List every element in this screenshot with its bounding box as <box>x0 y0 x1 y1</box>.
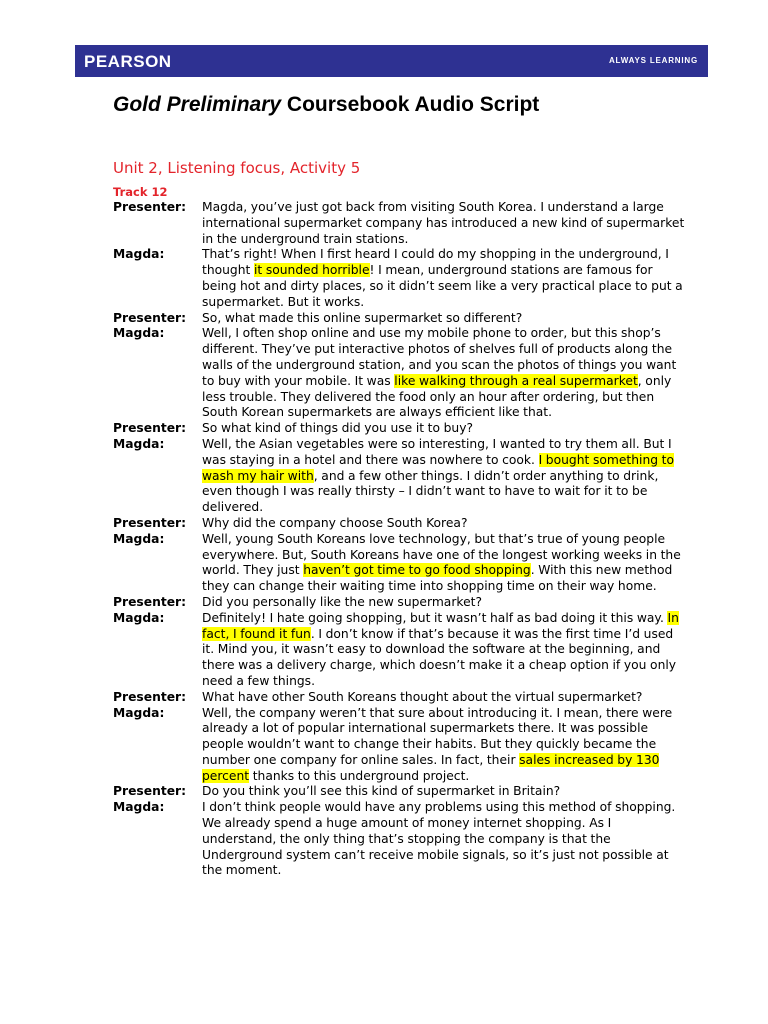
speaker-label: Presenter: <box>113 200 187 214</box>
speaker-label: Magda: <box>113 247 165 262</box>
text-line <box>202 784 707 800</box>
transcript-turn <box>113 421 713 437</box>
transcript-turn <box>113 311 713 327</box>
text-segment: Well, young South Koreans love technology, but that’s true of young people <box>202 531 666 546</box>
text-line <box>202 800 707 816</box>
text-segment: Did you personally like the new supermarket? <box>202 594 482 609</box>
highlighted-answer: it sounded horrible <box>253 263 370 278</box>
text-segment: So what kind of things did you use it to buy? <box>202 421 474 436</box>
text-segment: the moment. <box>202 863 282 878</box>
transcript <box>113 200 713 879</box>
text-line <box>202 453 707 469</box>
transcript-turn <box>113 784 713 800</box>
text-line <box>202 642 707 658</box>
text-line <box>202 563 707 579</box>
highlighted-answer: In <box>667 610 679 625</box>
text-segment: . I don’t know if that’s because it was the first time I’d used <box>310 626 674 641</box>
text-segment: in the underground train stations. <box>202 231 409 246</box>
track-label: Track 12 <box>113 185 168 199</box>
text-line <box>202 295 707 311</box>
document-title <box>113 93 539 117</box>
transcript-turn <box>113 200 713 247</box>
speaker-label: Presenter: <box>113 515 187 530</box>
spoken-text <box>202 595 707 611</box>
spoken-text <box>202 516 707 532</box>
speaker-label: Presenter: <box>113 689 187 704</box>
text-line <box>202 753 707 769</box>
text-segment: it. Mind you, it wasn’t easy to download the software at the beginning, and <box>202 642 661 657</box>
text-line <box>202 484 707 500</box>
spoken-text <box>202 611 707 690</box>
text-line <box>202 532 707 548</box>
text-segment: world. They just <box>202 563 304 578</box>
speaker-label: Magda: <box>113 531 165 546</box>
highlighted-answer: wash my hair with <box>202 468 314 483</box>
text-line <box>202 500 707 516</box>
text-segment: Magda, you’ve just got back from visiting South Korea. I understand a large <box>202 200 664 214</box>
text-segment: , only <box>637 373 672 388</box>
text-segment: people wouldn’t want to change their habits. But they quickly became the <box>202 737 657 752</box>
publisher-tagline: ALWAYS LEARNING <box>608 56 698 65</box>
transcript-turn <box>113 706 713 785</box>
spoken-text <box>202 326 707 421</box>
text-segment: ! I mean, underground stations are famous for <box>369 263 653 278</box>
text-segment: understand, the only thing that’s stopping the company is that the <box>202 831 611 846</box>
transcript-turn <box>113 800 713 879</box>
text-line <box>202 848 707 864</box>
document-title-italic: Gold Preliminary <box>113 93 282 116</box>
transcript-turn <box>113 595 713 611</box>
text-line <box>202 326 707 342</box>
text-segment: even though I was really thirsty – I didn’t want to have to wait for it to be <box>202 484 648 499</box>
speaker-label: Magda: <box>113 610 165 625</box>
text-segment: Do you think you’ll see this kind of supermarket in Britain? <box>202 784 561 799</box>
text-segment: We already spend a huge amount of money internet shopping. As I <box>202 816 612 831</box>
document-title-rest: Coursebook Audio Script <box>281 93 540 116</box>
highlighted-answer: I bought something to <box>538 452 675 467</box>
highlighted-answer: percent <box>202 768 250 783</box>
spoken-text <box>202 437 707 516</box>
text-line <box>202 516 707 532</box>
text-segment: Why did the company choose South Korea? <box>202 515 468 530</box>
text-segment: What have other South Koreans thought about the virtual supermarket? <box>202 689 643 704</box>
text-line <box>202 469 707 485</box>
text-line <box>202 706 707 722</box>
text-segment: being hot and dirty places, so it didn’t seem like a very practical place to put a <box>202 278 683 293</box>
text-line <box>202 579 707 595</box>
text-line <box>202 611 707 627</box>
text-line <box>202 342 707 358</box>
text-segment: . With this new method <box>530 563 673 578</box>
speaker-label: Magda: <box>113 705 165 720</box>
text-segment: Definitely! I hate going shopping, but it wasn’t half as bad doing it this way. <box>202 610 668 625</box>
text-line <box>202 863 707 879</box>
publisher-logo: PEARSON <box>84 52 172 71</box>
text-segment: So, what made this online supermarket so different? <box>202 310 523 325</box>
spoken-text <box>202 200 707 247</box>
text-line <box>202 595 707 611</box>
highlighted-answer: like walking through a real supermarket <box>394 373 638 388</box>
text-segment: Well, the Asian vegetables were so interesting, I wanted to try them all. But I <box>202 436 672 451</box>
text-segment: number one company for online sales. In fact, their <box>202 752 520 767</box>
text-segment: South Korean supermarkets are always efficient like that. <box>202 405 552 420</box>
transcript-turn <box>113 690 713 706</box>
text-segment: delivered. <box>202 500 264 515</box>
text-segment: I don’t think people would have any problems using this method of shopping. <box>202 800 676 815</box>
text-line <box>202 374 707 390</box>
speaker-label: Magda: <box>113 800 165 815</box>
transcript-turn <box>113 247 713 310</box>
text-segment: thanks to this underground project. <box>249 768 470 783</box>
text-line <box>202 548 707 564</box>
text-segment: already a lot of popular international supermarkets there. It was possible <box>202 721 649 736</box>
text-line <box>202 232 707 248</box>
spoken-text <box>202 311 707 327</box>
text-segment: there was a delivery charge, which doesn’t make it a cheap option if you only <box>202 658 677 673</box>
spoken-text <box>202 421 707 437</box>
text-line <box>202 390 707 406</box>
text-line <box>202 421 707 437</box>
highlighted-answer: haven’t got time to go food shopping <box>303 563 531 578</box>
text-line <box>202 627 707 643</box>
text-line <box>202 405 707 421</box>
text-line <box>202 721 707 737</box>
text-line <box>202 658 707 674</box>
text-line <box>202 279 707 295</box>
spoken-text <box>202 784 707 800</box>
text-segment: supermarket. But it works. <box>202 294 365 309</box>
spoken-text <box>202 706 707 785</box>
transcript-turn <box>113 516 713 532</box>
text-segment: everywhere. But, South Koreans have one of the longest working weeks in the <box>202 547 681 562</box>
text-segment: they can change their waiting time into shopping time on their way home. <box>202 579 657 594</box>
text-segment: Well, the company weren’t that sure about introducing it. I mean, there were <box>202 705 673 720</box>
text-segment: to buy with your mobile. It was <box>202 373 395 388</box>
text-line <box>202 737 707 753</box>
text-segment: walls of the underground station, and you scan the photos of things you want <box>202 357 677 372</box>
text-segment: thought <box>202 263 254 278</box>
transcript-turn <box>113 437 713 516</box>
speaker-label: Magda: <box>113 436 165 451</box>
text-line <box>202 674 707 690</box>
speaker-label: Magda: <box>113 326 165 341</box>
speaker-label: Presenter: <box>113 310 187 325</box>
text-line <box>202 263 707 279</box>
spoken-text <box>202 532 707 595</box>
transcript-turn <box>113 326 713 421</box>
transcript-turn <box>113 611 713 690</box>
text-line <box>202 216 707 232</box>
speaker-label: Presenter: <box>113 594 187 609</box>
text-segment: was staying in a hotel and there was nowhere to cook. <box>202 452 539 467</box>
publisher-header-bar <box>75 45 708 77</box>
text-line <box>202 832 707 848</box>
text-line <box>202 769 707 785</box>
text-line <box>202 247 707 263</box>
text-segment: Underground system can’t receive mobile signals, so it’s just not possible at <box>202 847 669 862</box>
speaker-label: Presenter: <box>113 421 187 436</box>
highlighted-answer: sales increased by 130 <box>519 752 660 767</box>
speaker-label: Presenter: <box>113 784 187 799</box>
transcript-turn <box>113 532 713 595</box>
text-line <box>202 816 707 832</box>
section-heading: Unit 2, Listening focus, Activity 5 <box>113 159 361 177</box>
text-segment: That’s right! When I first heard I could do my shopping in the underground, I <box>202 247 669 262</box>
text-line <box>202 358 707 374</box>
text-line <box>202 311 707 327</box>
spoken-text <box>202 690 707 706</box>
text-line <box>202 437 707 453</box>
text-line <box>202 690 707 706</box>
text-line <box>202 200 707 216</box>
text-segment: international supermarket company has introduced a new kind of supermarket <box>202 215 685 230</box>
text-segment: , and a few other things. I didn’t order anything to drink, <box>313 468 659 483</box>
text-segment: need a few things. <box>202 673 315 688</box>
text-segment: less trouble. They delivered the food only an hour after ordering, but then <box>202 389 655 404</box>
spoken-text <box>202 247 707 310</box>
text-segment: Well, I often shop online and use my mobile phone to order, but this shop’s <box>202 326 661 341</box>
text-segment: different. They’ve put interactive photos of shelves full of products along the <box>202 342 673 357</box>
spoken-text <box>202 800 707 879</box>
highlighted-answer: fact, I found it fun <box>202 626 311 641</box>
